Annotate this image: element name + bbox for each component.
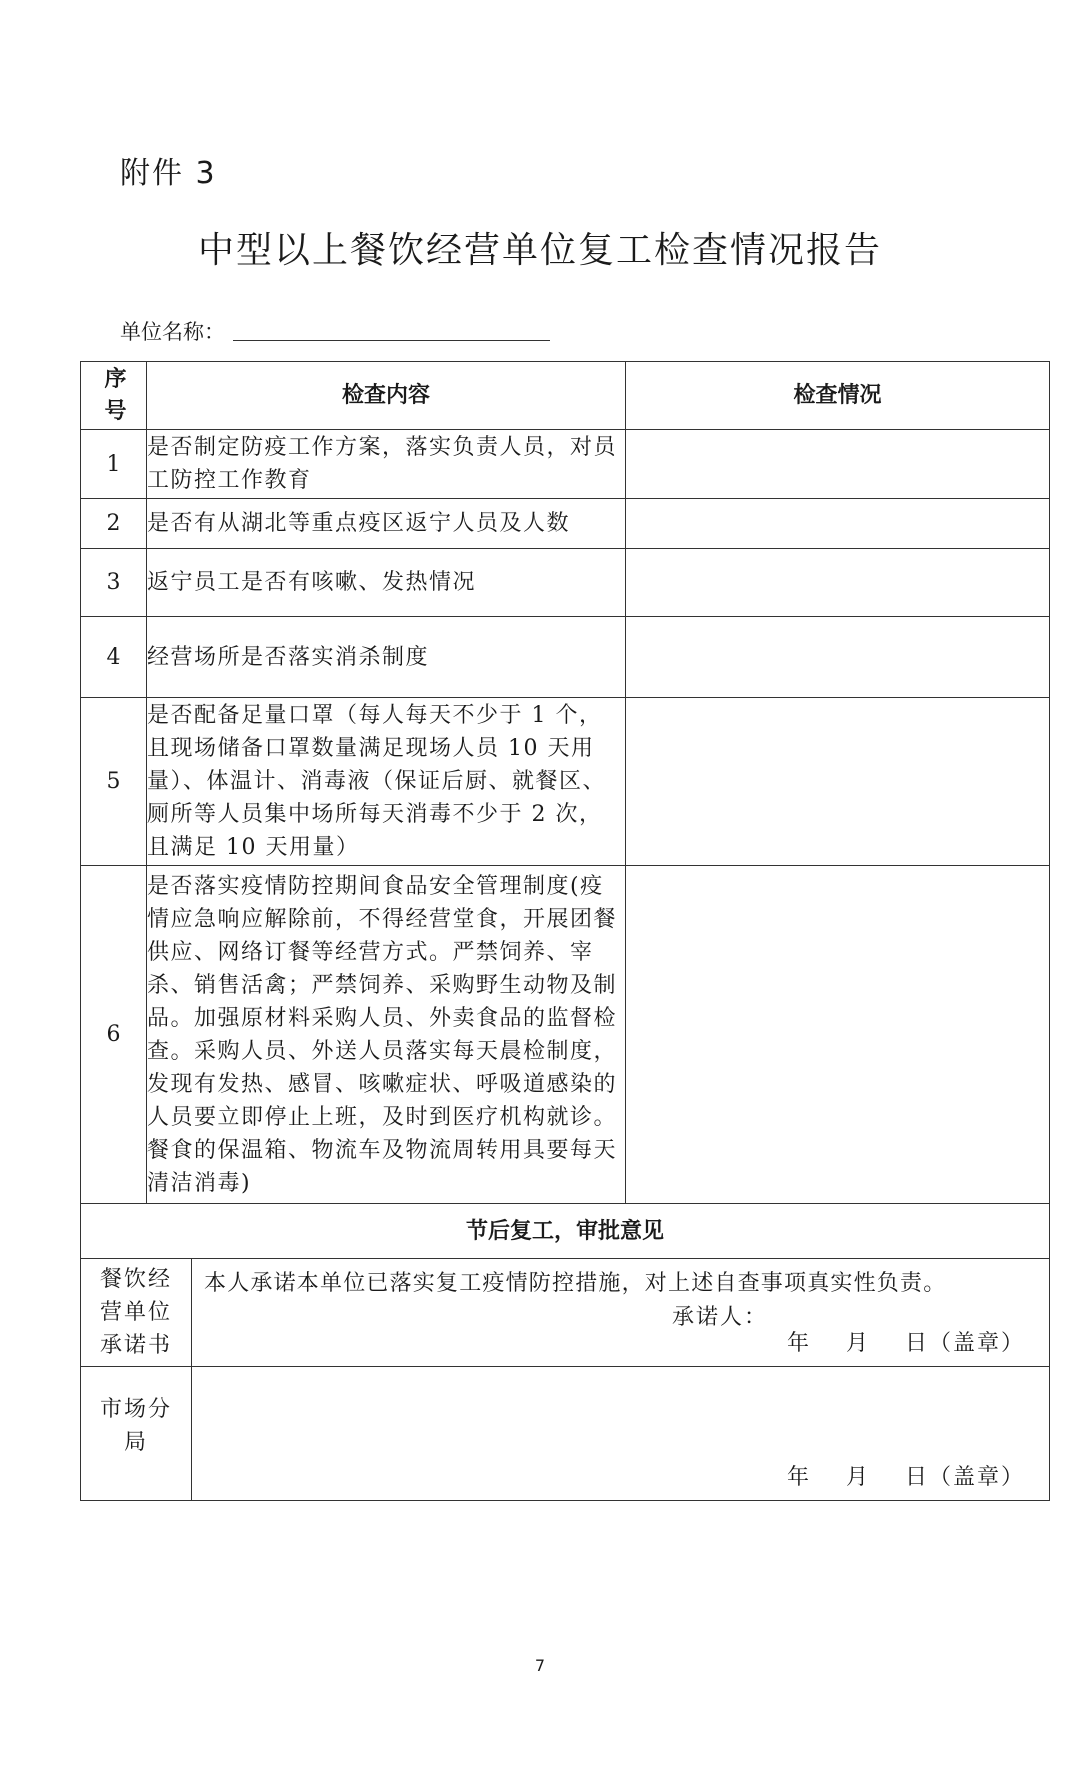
row-seq: 1 [81,430,147,499]
table-row [81,617,1050,698]
table-row [81,549,1050,617]
seq-header: 序号 [81,362,147,430]
table-row [81,430,1050,499]
row-seq: 4 [81,617,147,698]
market-branch-cell[interactable] [192,1367,1050,1501]
approval-header: 节后复工，审批意见 [81,1204,1050,1259]
content-header: 检查内容 [147,362,626,430]
row-content: 是否制定防疫工作方案，落实负责人员，对员工防控工作教育 [147,430,626,499]
row-content: 是否配备足量口罩（每人每天不少于 1 个，且现场储备口罩数量满足现场人员 10 天用量）、体温计、消毒液（保证后厨、就餐区、厕所等人员集中场所每天消毒不少于 2 次，且满足 10 天用量） [147,698,626,866]
market-branch-label: 市场分局 [81,1367,192,1501]
commitment-cell[interactable] [192,1259,1050,1367]
row-content: 经营场所是否落实消杀制度 [147,617,626,698]
status-header: 检查情况 [626,362,1050,430]
page-number: 7 [534,1656,546,1675]
market-branch-row [81,1367,1050,1501]
row-seq: 3 [81,549,147,617]
commitment-label: 餐饮经营单位承诺书 [81,1259,192,1367]
row-content: 返宁员工是否有咳嗽、发热情况 [147,549,626,617]
unit-name-label: 单位名称： [120,320,225,344]
inspection-table [80,361,1050,1501]
row-content: 是否有从湖北等重点疫区返宁人员及人数 [147,499,626,549]
unit-name-blank[interactable] [233,340,550,341]
table-row [81,698,1050,866]
row-status-cell[interactable] [626,698,1050,866]
commitment-row [81,1259,1050,1367]
table-header-row [81,362,1050,430]
table-row [81,866,1050,1204]
row-seq: 2 [81,499,147,549]
row-content: 是否落实疫情防控期间食品安全管理制度(疫情应急响应解除前，不得经营堂食，开展团餐供应、网络订餐等经营方式。严禁饲养、宰杀、销售活禽；严禁饲养、采购野生动物及制品。加强原材料采购人员、外卖食品的监督检查。采购人员、外送人员落实每天晨检制度，发现有发热、感冒、咳嗽症状、呼吸道感染的人员要立即停止上班，及时到医疗机构就诊。餐食的保温箱、物流车及物流周转用具要每天清洁消毒) [147,866,626,1204]
row-seq: 5 [81,698,147,866]
row-status-cell[interactable] [626,617,1050,698]
row-seq: 6 [81,866,147,1204]
row-status-cell[interactable] [626,499,1050,549]
attachment-label: 附件 3 [120,156,217,191]
approval-header-row [81,1204,1050,1259]
commitment-date: 年 月 日（盖章） [786,1331,1026,1356]
row-status-cell[interactable] [626,549,1050,617]
market-branch-date: 年 月 日（盖章） [786,1465,1026,1490]
signer-label: 承诺人： [672,1305,769,1330]
row-status-cell[interactable] [626,866,1050,1204]
table-row [81,499,1050,549]
commitment-text: 本人承诺本单位已落实复工疫情防控措施，对上述自查事项真实性负责。 [204,1271,947,1296]
row-status-cell[interactable] [626,430,1050,499]
page-title: 中型以上餐饮经营单位复工检查情况报告 [197,230,882,271]
